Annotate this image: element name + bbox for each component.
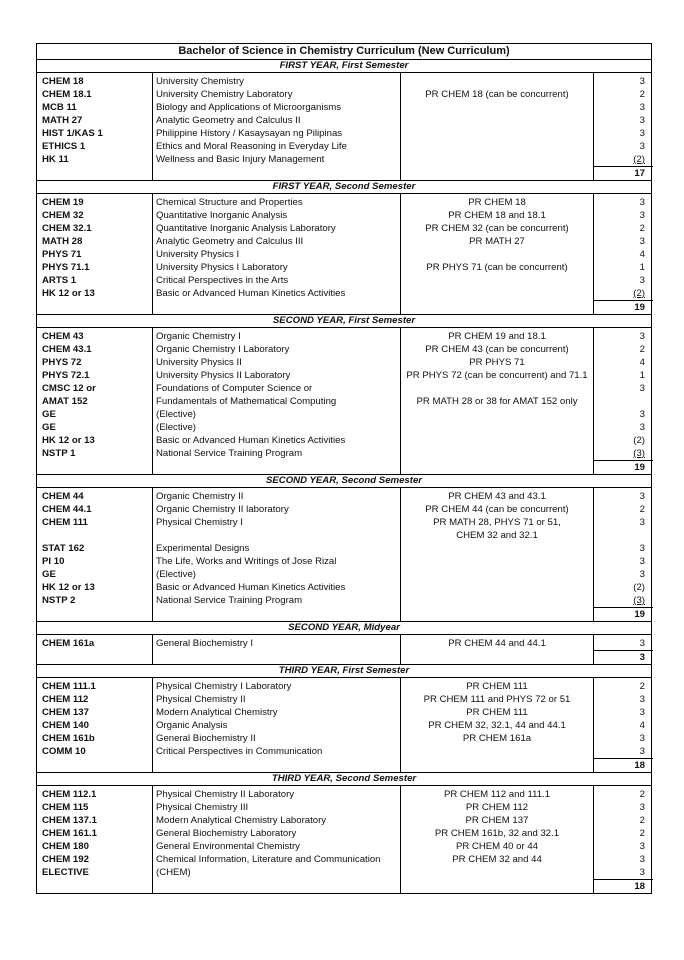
course-title: Organic Chemistry II laboratory xyxy=(156,504,289,515)
course-prerequisite xyxy=(401,140,593,153)
course-code: CHEM 18.1 xyxy=(42,89,92,100)
course-prerequisite xyxy=(401,287,593,300)
course-code-column xyxy=(37,786,153,893)
course-prerequisite xyxy=(401,594,593,607)
course-code: CHEM 180 xyxy=(42,841,89,852)
units-column xyxy=(594,73,653,180)
course-code: COMM 10 xyxy=(42,746,86,757)
course-title: National Service Training Program xyxy=(156,448,303,459)
course-code: PHYS 71 xyxy=(42,249,82,260)
course-prerequisite: PR PHYS 71 (can be concurrent) xyxy=(426,262,568,273)
course-prerequisite xyxy=(401,745,593,758)
course-units: (3) xyxy=(633,448,645,459)
course-units: 3 xyxy=(639,115,645,126)
course-code: CHEM 161.1 xyxy=(42,828,97,839)
course-prerequisite: PR PHYS 72 (can be concurrent) and 71.1 xyxy=(406,370,588,381)
prerequisite-column xyxy=(401,194,594,314)
course-units: 2 xyxy=(639,789,645,800)
course-prerequisite: PR MATH 27 xyxy=(469,236,525,247)
course-title: Organic Chemistry I Laboratory xyxy=(156,344,290,355)
course-prerequisite: PR CHEM 40 or 44 xyxy=(455,841,539,852)
units-column xyxy=(594,786,653,893)
semester-heading: SECOND YEAR, Midyear xyxy=(37,622,651,635)
course-code: CHEM 115 xyxy=(42,802,89,813)
course-title: Basic or Advanced Human Kinetics Activities xyxy=(156,288,346,299)
course-units: 3 xyxy=(639,543,645,554)
course-code: HIST 1/KAS 1 xyxy=(42,128,103,139)
course-units: 3 xyxy=(639,517,645,528)
course-code: PHYS 72 xyxy=(42,357,82,368)
prerequisite-column xyxy=(401,786,594,893)
course-code: MATH 27 xyxy=(42,115,83,126)
course-title: General Biochemistry I xyxy=(156,638,254,649)
course-prerequisite: PR PHYS 71 xyxy=(469,357,525,368)
course-code: CHEM 111.1 xyxy=(42,681,96,692)
course-code: ELECTIVE xyxy=(42,867,89,878)
course-units: 3 xyxy=(639,141,645,152)
course-prerequisite: PR MATH 28 or 38 for AMAT 152 only xyxy=(416,396,578,407)
course-title: University Physics II Laboratory xyxy=(156,370,291,381)
course-code: CHEM 137 xyxy=(42,707,89,718)
course-units: 2 xyxy=(639,504,645,515)
course-units: 3 xyxy=(639,802,645,813)
course-title: Modern Analytical Chemistry xyxy=(156,707,278,718)
course-prerequisite: PR CHEM 18 and 18.1 xyxy=(448,210,546,221)
course-prerequisite xyxy=(401,114,593,127)
semester-heading: THIRD YEAR, Second Semester xyxy=(37,773,651,786)
course-units: 3 xyxy=(639,210,645,221)
semester-sections xyxy=(37,60,651,893)
course-units: 3 xyxy=(639,197,645,208)
course-units: 3 xyxy=(639,383,645,394)
course-title: General Biochemistry Laboratory xyxy=(156,828,297,839)
units-column xyxy=(594,678,653,772)
curriculum-title: Bachelor of Science in Chemistry Curriculum (New Curriculum) xyxy=(37,44,651,60)
course-units xyxy=(594,395,645,408)
course-prerequisite: PR CHEM 32 and 44 xyxy=(452,854,542,865)
course-code: CMSC 12 or xyxy=(42,383,96,394)
course-code: PHYS 72.1 xyxy=(42,370,90,381)
course-title: Chemical Structure and Properties xyxy=(156,197,303,208)
course-title: University Physics II xyxy=(156,357,242,368)
semester-total-units: 19 xyxy=(594,460,653,474)
course-title: General Environmental Chemistry xyxy=(156,841,300,852)
course-prerequisite: PR CHEM 43 and 43.1 xyxy=(448,491,546,502)
course-units: 3 xyxy=(639,409,645,420)
semester-total-units: 18 xyxy=(594,758,653,772)
course-title-column xyxy=(153,678,401,772)
course-units: 3 xyxy=(639,733,645,744)
course-title: Physical Chemistry I xyxy=(156,517,243,528)
course-prerequisite xyxy=(401,568,593,581)
course-title: Physical Chemistry II xyxy=(156,694,246,705)
course-prerequisite xyxy=(401,127,593,140)
course-code: STAT 162 xyxy=(42,543,85,554)
semester-heading: FIRST YEAR, First Semester xyxy=(37,60,651,73)
course-title: Physical Chemistry I Laboratory xyxy=(156,681,292,692)
course-units: 3 xyxy=(639,556,645,567)
course-code-column xyxy=(37,488,153,621)
course-code: CHEM 32 xyxy=(42,210,84,221)
course-units: (2) xyxy=(633,288,645,299)
course-prerequisite: PR CHEM 112 and 111.1 xyxy=(443,789,551,800)
course-prerequisite xyxy=(401,75,593,88)
course-units: 3 xyxy=(639,569,645,580)
course-title: The Life, Works and Writings of Jose Rizal xyxy=(156,556,337,567)
course-title: Quantitative Inorganic Analysis xyxy=(156,210,288,221)
course-code: CHEM 161a xyxy=(42,638,95,649)
course-code-column xyxy=(37,635,153,664)
course-units: 3 xyxy=(639,102,645,113)
course-title: Foundations of Computer Science or xyxy=(156,383,313,394)
semester-heading: SECOND YEAR, First Semester xyxy=(37,315,651,328)
course-code: HK 12 or 13 xyxy=(42,288,95,299)
course-code: CHEM 161b xyxy=(42,733,95,744)
course-prerequisite: PR CHEM 111 xyxy=(466,707,528,718)
course-units: 2 xyxy=(639,223,645,234)
course-title: Analytic Geometry and Calculus II xyxy=(156,115,301,126)
course-prerequisite xyxy=(401,434,593,447)
course-prerequisite: PR CHEM 32 (can be concurrent) xyxy=(425,223,569,234)
course-units: 3 xyxy=(639,694,645,705)
units-column xyxy=(594,488,653,621)
course-title-column xyxy=(153,194,401,314)
course-code: HK 12 or 13 xyxy=(42,435,95,446)
course-title: University Chemistry xyxy=(156,76,244,87)
course-units: 3 xyxy=(639,331,645,342)
course-units: (2) xyxy=(633,582,645,593)
course-code: CHEM 43 xyxy=(42,331,84,342)
course-units: 4 xyxy=(639,357,645,368)
course-title: Organic Chemistry II xyxy=(156,491,244,502)
course-title: Wellness and Basic Injury Management xyxy=(156,154,325,165)
course-prerequisite xyxy=(401,101,593,114)
prerequisite-column xyxy=(401,488,594,621)
course-units xyxy=(594,529,645,542)
semester-courses xyxy=(37,194,651,315)
course-title: University Chemistry Laboratory xyxy=(156,89,293,100)
course-units: 2 xyxy=(639,681,645,692)
curriculum-table xyxy=(36,43,652,894)
prerequisite-column xyxy=(401,73,594,180)
course-title: Critical Perspectives in Communication xyxy=(156,746,323,757)
course-units: 2 xyxy=(639,344,645,355)
course-prerequisite xyxy=(401,408,593,421)
course-units: 3 xyxy=(639,76,645,87)
course-title-column xyxy=(153,328,401,474)
course-code: GE xyxy=(42,409,56,420)
course-units: 2 xyxy=(639,815,645,826)
course-title: Quantitative Inorganic Analysis Laboratory xyxy=(156,223,336,234)
course-units: 3 xyxy=(639,422,645,433)
course-code: GE xyxy=(42,569,56,580)
semester-heading: SECOND YEAR, Second Semester xyxy=(37,475,651,488)
course-units: 4 xyxy=(639,249,645,260)
course-units: (2) xyxy=(633,154,645,165)
course-code: MATH 28 xyxy=(42,236,83,247)
course-prerequisite xyxy=(401,447,593,460)
course-prerequisite: PR MATH 28, PHYS 71 or 51, xyxy=(433,517,561,528)
course-title-column xyxy=(153,488,401,621)
course-code-column xyxy=(37,194,153,314)
semester-courses xyxy=(37,73,651,181)
course-code-column xyxy=(37,678,153,772)
course-code: CHEM 192 xyxy=(42,854,89,865)
course-title xyxy=(156,529,400,542)
course-title: Basic or Advanced Human Kinetics Activities xyxy=(156,435,346,446)
course-units: 2 xyxy=(639,89,645,100)
course-units: (2) xyxy=(633,435,645,446)
course-code: CHEM 43.1 xyxy=(42,344,92,355)
course-title: General Biochemistry II xyxy=(156,733,256,744)
course-prerequisite: PR CHEM 32, 32.1, 44 and 44.1 xyxy=(428,720,566,731)
course-units: 3 xyxy=(639,854,645,865)
course-units: 3 xyxy=(639,491,645,502)
units-column xyxy=(594,328,653,474)
prerequisite-column xyxy=(401,328,594,474)
course-prerequisite: PR CHEM 161b, 32 and 32.1 xyxy=(434,828,560,839)
course-title: (Elective) xyxy=(156,422,196,433)
semester-total-units: 18 xyxy=(594,879,653,893)
semester-courses xyxy=(37,635,651,665)
course-units: 3 xyxy=(639,275,645,286)
course-code: CHEM 111 xyxy=(42,517,88,528)
prerequisite-column xyxy=(401,635,594,664)
course-prerequisite: PR CHEM 44 (can be concurrent) xyxy=(425,504,569,515)
course-prerequisite: PR CHEM 18 xyxy=(468,197,526,208)
course-title: Experimental Designs xyxy=(156,543,250,554)
semester-total-units: 19 xyxy=(594,300,653,314)
course-title: Physical Chemistry II Laboratory xyxy=(156,789,295,800)
course-units: 2 xyxy=(639,828,645,839)
course-code-column xyxy=(37,328,153,474)
semester-courses xyxy=(37,678,651,773)
semester-courses xyxy=(37,328,651,475)
course-prerequisite: PR CHEM 112 xyxy=(465,802,529,813)
course-title: Analytic Geometry and Calculus III xyxy=(156,236,304,247)
course-code: MCB 11 xyxy=(42,102,77,113)
units-column xyxy=(594,194,653,314)
course-code: ETHICS 1 xyxy=(42,141,86,152)
course-code: CHEM 19 xyxy=(42,197,84,208)
course-code xyxy=(42,529,152,542)
course-units: 3 xyxy=(639,638,645,649)
course-code: GE xyxy=(42,422,56,433)
course-prerequisite xyxy=(401,581,593,594)
semester-total-units: 3 xyxy=(594,650,653,664)
course-title: Critical Perspectives in the Arts xyxy=(156,275,289,286)
course-title-column xyxy=(153,635,401,664)
course-title-column xyxy=(153,786,401,893)
course-title: (Elective) xyxy=(156,409,196,420)
course-prerequisite: PR CHEM 44 and 44.1 xyxy=(448,638,546,649)
course-title: National Service Training Program xyxy=(156,595,303,606)
course-title: University Physics I xyxy=(156,249,240,260)
course-title: Modern Analytical Chemistry Laboratory xyxy=(156,815,327,826)
course-code: CHEM 44 xyxy=(42,491,84,502)
course-code: NSTP 2 xyxy=(42,595,76,606)
course-prerequisite xyxy=(401,153,593,166)
course-title: Organic Analysis xyxy=(156,720,228,731)
course-prerequisite: PR CHEM 18 (can be concurrent) xyxy=(425,89,569,100)
course-code: CHEM 112.1 xyxy=(42,789,97,800)
semester-total-units: 17 xyxy=(594,166,653,180)
course-code: AMAT 152 xyxy=(42,396,88,407)
semester-courses xyxy=(37,488,651,622)
course-code: CHEM 18 xyxy=(42,76,84,87)
course-prerequisite: PR CHEM 111 and PHYS 72 or 51 xyxy=(423,694,571,705)
course-prerequisite xyxy=(401,274,593,287)
course-units: 3 xyxy=(639,746,645,757)
units-column xyxy=(594,635,653,664)
course-title: (Elective) xyxy=(156,569,196,580)
course-units: 3 xyxy=(639,867,645,878)
course-units: 3 xyxy=(639,236,645,247)
course-units: 1 xyxy=(639,262,645,273)
course-code: ARTS 1 xyxy=(42,275,77,286)
course-title: Physical Chemistry III xyxy=(156,802,249,813)
semester-heading: THIRD YEAR, First Semester xyxy=(37,665,651,678)
course-code: HK 11 xyxy=(42,154,69,165)
course-title: (CHEM) xyxy=(156,867,191,878)
course-code: PI 10 xyxy=(42,556,65,567)
course-prerequisite: PR CHEM 43 (can be concurrent) xyxy=(425,344,569,355)
course-title: Ethics and Moral Reasoning in Everyday Life xyxy=(156,141,347,152)
course-prerequisite xyxy=(401,248,593,261)
course-code: PHYS 71.1 xyxy=(42,262,90,273)
course-title: Chemical Information, Literature and Communication xyxy=(156,854,381,865)
course-code: CHEM 140 xyxy=(42,720,89,731)
course-title: University Physics I Laboratory xyxy=(156,262,288,273)
course-prerequisite xyxy=(401,421,593,434)
course-units: 4 xyxy=(639,720,645,731)
course-units: 3 xyxy=(639,128,645,139)
course-units: 3 xyxy=(639,707,645,718)
course-prerequisite xyxy=(401,382,593,395)
course-prerequisite: CHEM 32 and 32.1 xyxy=(456,530,538,541)
course-prerequisite: PR CHEM 19 and 18.1 xyxy=(448,331,546,342)
course-title: Biology and Applications of Microorganisms xyxy=(156,102,342,113)
course-title-column xyxy=(153,73,401,180)
course-code: CHEM 112 xyxy=(42,694,89,705)
course-prerequisite xyxy=(401,555,593,568)
course-prerequisite: PR CHEM 137 xyxy=(465,815,529,826)
course-title: Fundamentals of Mathematical Computing xyxy=(156,396,337,407)
course-prerequisite xyxy=(401,866,593,879)
course-code: CHEM 32.1 xyxy=(42,223,92,234)
course-prerequisite xyxy=(401,542,593,555)
course-title: Basic or Advanced Human Kinetics Activities xyxy=(156,582,346,593)
course-units: (3) xyxy=(633,595,645,606)
semester-courses xyxy=(37,786,651,893)
course-code: CHEM 137.1 xyxy=(42,815,97,826)
course-units: 1 xyxy=(639,370,645,381)
course-code: CHEM 44.1 xyxy=(42,504,92,515)
course-title: Philippine History / Kasaysayan ng Pilipinas xyxy=(156,128,343,139)
course-prerequisite: PR CHEM 111 xyxy=(466,681,528,692)
course-prerequisite: PR CHEM 161a xyxy=(462,733,532,744)
semester-heading: FIRST YEAR, Second Semester xyxy=(37,181,651,194)
course-code: HK 12 or 13 xyxy=(42,582,95,593)
course-code-column xyxy=(37,73,153,180)
course-code: NSTP 1 xyxy=(42,448,76,459)
semester-total-units: 19 xyxy=(594,607,653,621)
prerequisite-column xyxy=(401,678,594,772)
course-units: 3 xyxy=(639,841,645,852)
course-title: Organic Chemistry I xyxy=(156,331,241,342)
